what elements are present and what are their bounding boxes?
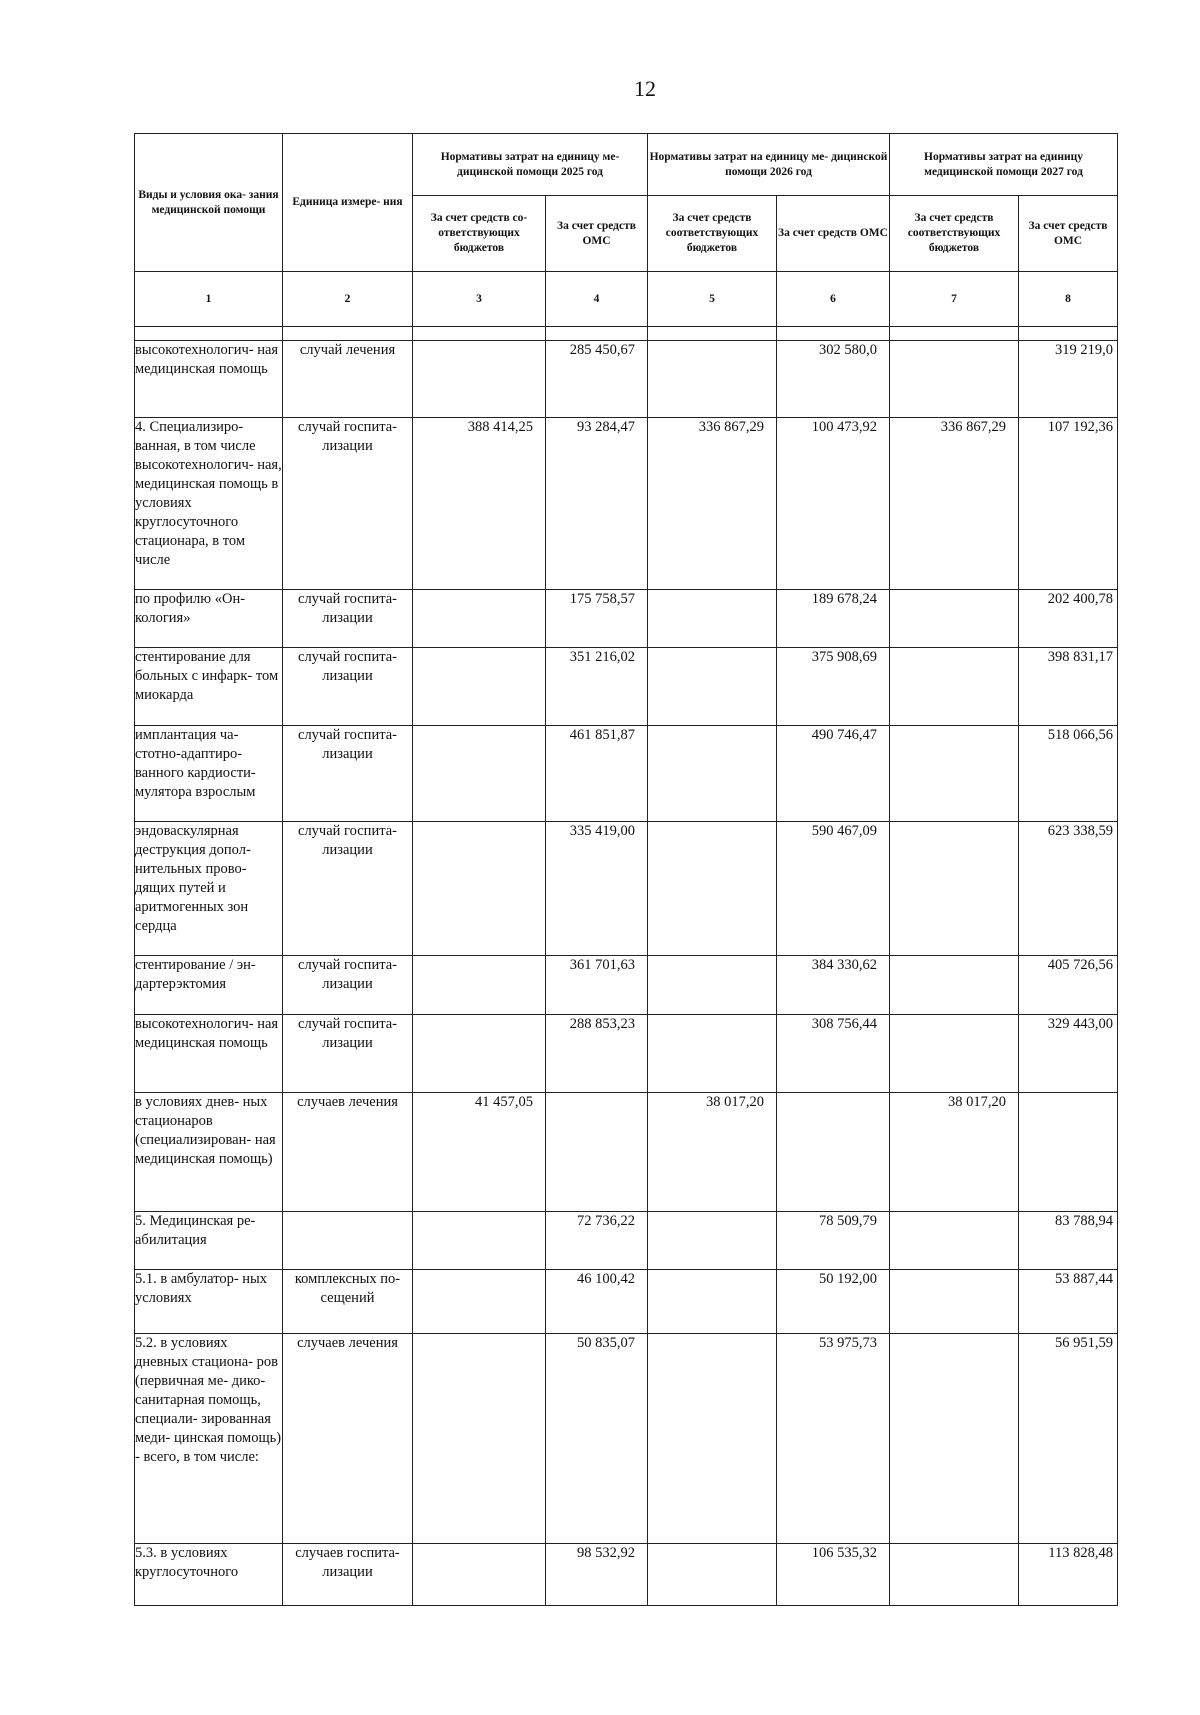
row-care-kind: стентирование для больных с инфарк- том миокарда bbox=[135, 648, 283, 726]
row-unit: случай госпита- лизации bbox=[283, 956, 413, 1015]
row-value-oms-2026: 100 473,92 bbox=[811, 419, 877, 435]
header-group-2027: Нормативы затрат на единицу медицинской помощи 2027 год bbox=[890, 134, 1118, 196]
row-value-oms-2025: 285 450,67 bbox=[569, 342, 635, 358]
row-value-oms-2025: 175 758,57 bbox=[569, 591, 635, 607]
row-value-oms-2027: 56 951,59 bbox=[1055, 1335, 1114, 1351]
table-row bbox=[135, 418, 1118, 590]
row-care-kind: эндоваскулярная деструкция допол- нительных прово- дящих путей и аритмогенных зон сердца bbox=[135, 822, 283, 956]
row-care-kind: в условиях днев- ных стационаров (специализирован- ная медицинская помощь) bbox=[135, 1093, 283, 1212]
row-care-kind: 5.2. в условиях дневных стациона- ров (первичная ме- дико-санитарная помощь, специали- зированная меди- цинская помощь) - всего, в том числе: bbox=[135, 1334, 283, 1544]
row-value-oms-2025: 72 736,22 bbox=[577, 1213, 635, 1229]
row-value-oms-2026: 302 580,0 bbox=[819, 342, 877, 358]
header-group-2025: Нормативы затрат на единицу ме- дицинской помощи 2025 год bbox=[413, 134, 648, 196]
row-care-kind: имплантация ча- стотно-адаптиро- ванного кардиости- мулятора взрослым bbox=[135, 726, 283, 822]
header-unit: Единица измере- ния bbox=[283, 134, 413, 272]
table-row bbox=[135, 1093, 1118, 1212]
row-value-budget-2026: 38 017,20 bbox=[706, 1094, 764, 1110]
column-number: 3 bbox=[413, 272, 546, 327]
row-value-oms-2027: 107 192,36 bbox=[1047, 419, 1114, 435]
column-number: 1 bbox=[135, 272, 283, 327]
row-value-oms-2025: 98 532,92 bbox=[577, 1545, 635, 1561]
row-value-oms-2026: 308 756,44 bbox=[811, 1016, 877, 1032]
row-value-oms-2026: 53 975,73 bbox=[819, 1335, 877, 1351]
column-number: 6 bbox=[777, 272, 890, 327]
row-value-oms-2026: 78 509,79 bbox=[819, 1213, 877, 1229]
row-unit: случай госпита- лизации bbox=[283, 726, 413, 822]
row-value-oms-2027: 398 831,17 bbox=[1047, 649, 1114, 665]
column-number: 2 bbox=[283, 272, 413, 327]
header-care-kind: Виды и условия ока- зания медицинской помощи bbox=[135, 134, 283, 272]
column-number-row bbox=[135, 272, 1118, 327]
table-row bbox=[135, 1334, 1118, 1544]
row-value-oms-2027: 329 443,00 bbox=[1047, 1016, 1114, 1032]
row-value-oms-2026: 384 330,62 bbox=[811, 957, 877, 973]
table-row bbox=[135, 1212, 1118, 1270]
column-number: 5 bbox=[648, 272, 777, 327]
row-value-oms-2026: 490 746,47 bbox=[811, 727, 877, 743]
header-group-2026: Нормативы затрат на единицу ме- дицинской помощи 2026 год bbox=[648, 134, 890, 196]
table-row bbox=[135, 1015, 1118, 1093]
row-value-oms-2027: 202 400,78 bbox=[1047, 591, 1114, 607]
row-unit: случай госпита- лизации bbox=[283, 418, 413, 590]
row-unit: случай госпита- лизации bbox=[283, 822, 413, 956]
row-unit: случаев лечения bbox=[283, 1093, 413, 1212]
row-value-oms-2025: 46 100,42 bbox=[577, 1271, 635, 1287]
row-care-kind: стентирование / эн- дартерэктомия bbox=[135, 956, 283, 1015]
column-number: 8 bbox=[1019, 272, 1118, 327]
row-value-oms-2027: 405 726,56 bbox=[1047, 957, 1114, 973]
row-value-oms-2027: 113 828,48 bbox=[1048, 1545, 1114, 1561]
row-value-budget-2027: 38 017,20 bbox=[948, 1094, 1006, 1110]
row-unit: комплексных по- сещений bbox=[283, 1270, 413, 1334]
table-row bbox=[135, 956, 1118, 1015]
header-budget-2025: За счет средств со- ответствующих бюджетов bbox=[413, 196, 546, 272]
page-number: 12 bbox=[634, 76, 656, 101]
header-oms-2025: За счет средств ОМС bbox=[546, 196, 648, 272]
table-row bbox=[135, 726, 1118, 822]
row-value-oms-2027: 83 788,94 bbox=[1055, 1213, 1114, 1229]
row-unit: случаев лечения bbox=[283, 1334, 413, 1544]
row-value-oms-2027: 319 219,0 bbox=[1055, 342, 1114, 358]
row-value-budget-2027: 336 867,29 bbox=[940, 419, 1006, 435]
row-unit bbox=[283, 1212, 413, 1270]
row-care-kind: по профилю «Он- кология» bbox=[135, 590, 283, 648]
row-value-oms-2026: 189 678,24 bbox=[811, 591, 877, 607]
table-row bbox=[135, 1544, 1118, 1606]
row-value-oms-2025: 50 835,07 bbox=[577, 1335, 635, 1351]
table-row bbox=[135, 590, 1118, 648]
row-value-oms-2026: 375 908,69 bbox=[811, 649, 877, 665]
row-unit: случай лечения bbox=[283, 341, 413, 418]
column-number: 7 bbox=[890, 272, 1019, 327]
row-value-oms-2027: 623 338,59 bbox=[1047, 823, 1114, 839]
row-value-budget-2025: 41 457,05 bbox=[475, 1094, 533, 1110]
row-unit: случай госпита- лизации bbox=[283, 1015, 413, 1093]
row-value-oms-2025: 93 284,47 bbox=[577, 419, 635, 435]
table-row bbox=[135, 1270, 1118, 1334]
row-value-oms-2025: 335 419,00 bbox=[569, 823, 635, 839]
header-budget-2026: За счет средств соответствующих бюджетов bbox=[648, 196, 777, 272]
header-oms-2027: За счет средств ОМС bbox=[1019, 196, 1118, 272]
table-row bbox=[135, 822, 1118, 956]
table-row bbox=[135, 648, 1118, 726]
row-unit: случай госпита- лизации bbox=[283, 590, 413, 648]
row-care-kind: 4. Специализиро- ванная, в том числе высокотехнологич- ная, медицинская помощь в условиях круглосуточного стационара, в том числе bbox=[135, 418, 283, 590]
table-row bbox=[135, 341, 1118, 418]
row-value-budget-2026: 336 867,29 bbox=[698, 419, 764, 435]
row-unit: случаев госпита- лизации bbox=[283, 1544, 413, 1606]
row-unit: случай госпита- лизации bbox=[283, 648, 413, 726]
row-care-kind: высокотехнологич- ная медицинская помощь bbox=[135, 341, 283, 418]
row-value-oms-2026: 106 535,32 bbox=[811, 1545, 877, 1561]
row-value-budget-2025: 388 414,25 bbox=[467, 419, 533, 435]
row-value-oms-2026: 590 467,09 bbox=[811, 823, 877, 839]
row-value-oms-2027: 518 066,56 bbox=[1047, 727, 1114, 743]
row-value-oms-2026: 50 192,00 bbox=[819, 1271, 877, 1287]
row-value-oms-2025: 351 216,02 bbox=[569, 649, 635, 665]
header-budget-2027: За счет средств соответствующих бюджетов bbox=[890, 196, 1019, 272]
row-value-oms-2025: 288 853,23 bbox=[569, 1016, 635, 1032]
row-care-kind: 5. Медицинская ре- абилитация bbox=[135, 1212, 283, 1270]
row-care-kind: 5.1. в амбулатор- ных условиях bbox=[135, 1270, 283, 1334]
column-number: 4 bbox=[546, 272, 648, 327]
row-value-oms-2027: 53 887,44 bbox=[1055, 1271, 1114, 1287]
row-value-oms-2025: 461 851,87 bbox=[569, 727, 635, 743]
row-care-kind: высокотехнологич- ная медицинская помощь bbox=[135, 1015, 283, 1093]
cost-norms-table bbox=[134, 133, 1118, 1606]
row-care-kind: 5.3. в условиях круглосуточного bbox=[135, 1544, 283, 1606]
row-value-oms-2025: 361 701,63 bbox=[569, 957, 635, 973]
header-oms-2026: За счет средств ОМС bbox=[777, 196, 890, 272]
